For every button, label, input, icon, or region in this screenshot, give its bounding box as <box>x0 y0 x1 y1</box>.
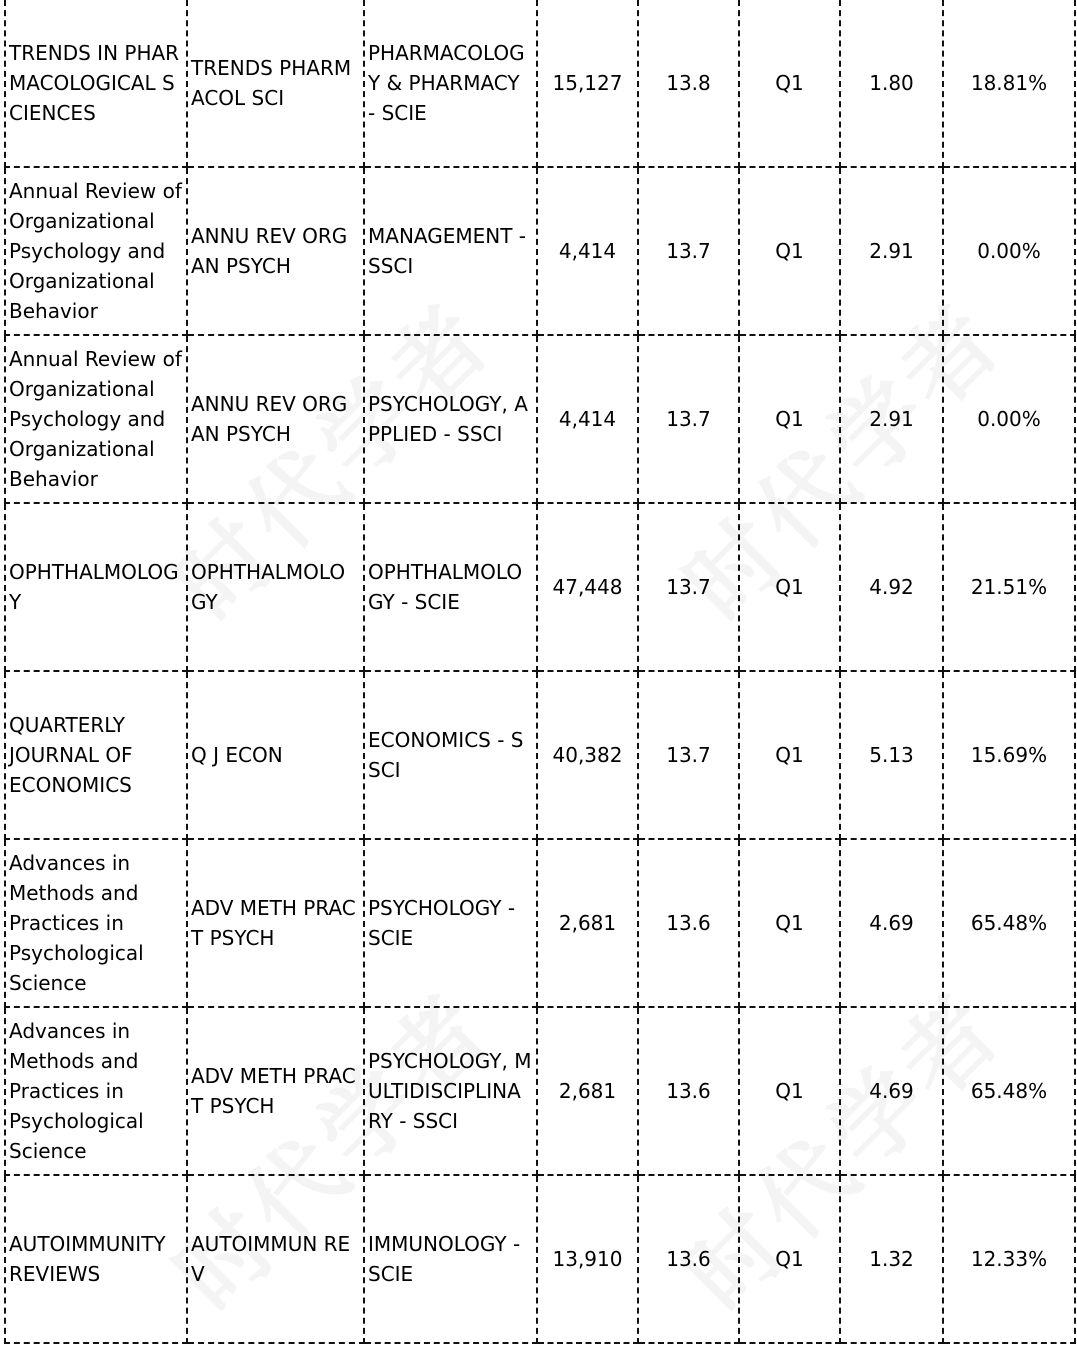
category-cell: IMMUNOLOGY - SCIE <box>364 1175 537 1343</box>
score-cell: 2.91 <box>840 167 943 335</box>
citations-cell: 40,382 <box>537 671 638 839</box>
category-cell: PSYCHOLOGY, MULTIDISCIPLINARY - SSCI <box>364 1007 537 1175</box>
journal-abbreviation-cell: ADV METH PRACT PSYCH <box>187 839 364 1007</box>
journal-name-cell: OPHTHALMOLOGY <box>5 503 187 671</box>
impact-factor-cell: 13.6 <box>638 839 739 1007</box>
category-cell: MANAGEMENT - SSCI <box>364 167 537 335</box>
quartile-cell: Q1 <box>739 503 840 671</box>
journal-abbreviation-cell: TRENDS PHARMACOL SCI <box>187 0 364 167</box>
category-cell: ECONOMICS - SSCI <box>364 671 537 839</box>
impact-factor-cell: 13.7 <box>638 671 739 839</box>
journal-name-cell: TRENDS IN PHARMACOLOGICAL SCIENCES <box>5 0 187 167</box>
table-row <box>5 0 1075 167</box>
journal-name-cell: Annual Review of Organizational Psychology and Organizational Behavior <box>5 167 187 335</box>
score-cell: 1.80 <box>840 0 943 167</box>
journal-abbreviation-cell: Q J ECON <box>187 671 364 839</box>
journal-name-cell: Advances in Methods and Practices in Psychological Science <box>5 1007 187 1175</box>
citations-cell: 15,127 <box>537 0 638 167</box>
table-row <box>5 839 1075 1007</box>
impact-factor-cell: 13.7 <box>638 335 739 503</box>
percent-cell: 0.00% <box>943 335 1075 503</box>
percent-cell: 18.81% <box>943 0 1075 167</box>
journal-table <box>4 0 1076 1344</box>
journal-abbreviation-cell: AUTOIMMUN REV <box>187 1175 364 1343</box>
impact-factor-cell: 13.7 <box>638 167 739 335</box>
quartile-cell: Q1 <box>739 671 840 839</box>
score-cell: 4.69 <box>840 839 943 1007</box>
quartile-cell: Q1 <box>739 1007 840 1175</box>
journal-abbreviation-cell: OPHTHALMOLOGY <box>187 503 364 671</box>
category-cell: OPHTHALMOLOGY - SCIE <box>364 503 537 671</box>
score-cell: 1.32 <box>840 1175 943 1343</box>
score-cell: 4.92 <box>840 503 943 671</box>
score-cell: 5.13 <box>840 671 943 839</box>
impact-factor-cell: 13.7 <box>638 503 739 671</box>
journal-abbreviation-cell: ANNU REV ORGAN PSYCH <box>187 167 364 335</box>
journal-abbreviation-cell: ADV METH PRACT PSYCH <box>187 1007 364 1175</box>
journal-name-cell: Advances in Methods and Practices in Psychological Science <box>5 839 187 1007</box>
percent-cell: 12.33% <box>943 1175 1075 1343</box>
quartile-cell: Q1 <box>739 335 840 503</box>
percent-cell: 65.48% <box>943 1007 1075 1175</box>
citations-cell: 47,448 <box>537 503 638 671</box>
score-cell: 2.91 <box>840 335 943 503</box>
journal-abbreviation-cell: ANNU REV ORGAN PSYCH <box>187 335 364 503</box>
citations-cell: 2,681 <box>537 839 638 1007</box>
percent-cell: 65.48% <box>943 839 1075 1007</box>
quartile-cell: Q1 <box>739 167 840 335</box>
quartile-cell: Q1 <box>739 839 840 1007</box>
percent-cell: 15.69% <box>943 671 1075 839</box>
journal-name-cell: AUTOIMMUNITY REVIEWS <box>5 1175 187 1343</box>
impact-factor-cell: 13.6 <box>638 1175 739 1343</box>
table-row <box>5 1175 1075 1343</box>
quartile-cell: Q1 <box>739 1175 840 1343</box>
impact-factor-cell: 13.6 <box>638 1007 739 1175</box>
percent-cell: 0.00% <box>943 167 1075 335</box>
journal-name-cell: Annual Review of Organizational Psychology and Organizational Behavior <box>5 335 187 503</box>
citations-cell: 4,414 <box>537 167 638 335</box>
table-row <box>5 167 1075 335</box>
citations-cell: 13,910 <box>537 1175 638 1343</box>
table-row <box>5 335 1075 503</box>
table-row <box>5 1007 1075 1175</box>
table-row <box>5 503 1075 671</box>
percent-cell: 21.51% <box>943 503 1075 671</box>
impact-factor-cell: 13.8 <box>638 0 739 167</box>
score-cell: 4.69 <box>840 1007 943 1175</box>
quartile-cell: Q1 <box>739 0 840 167</box>
category-cell: PSYCHOLOGY, APPLIED - SSCI <box>364 335 537 503</box>
table-row <box>5 671 1075 839</box>
journal-name-cell: QUARTERLY JOURNAL OF ECONOMICS <box>5 671 187 839</box>
citations-cell: 2,681 <box>537 1007 638 1175</box>
category-cell: PSYCHOLOGY - SCIE <box>364 839 537 1007</box>
citations-cell: 4,414 <box>537 335 638 503</box>
category-cell: PHARMACOLOGY & PHARMACY - SCIE <box>364 0 537 167</box>
